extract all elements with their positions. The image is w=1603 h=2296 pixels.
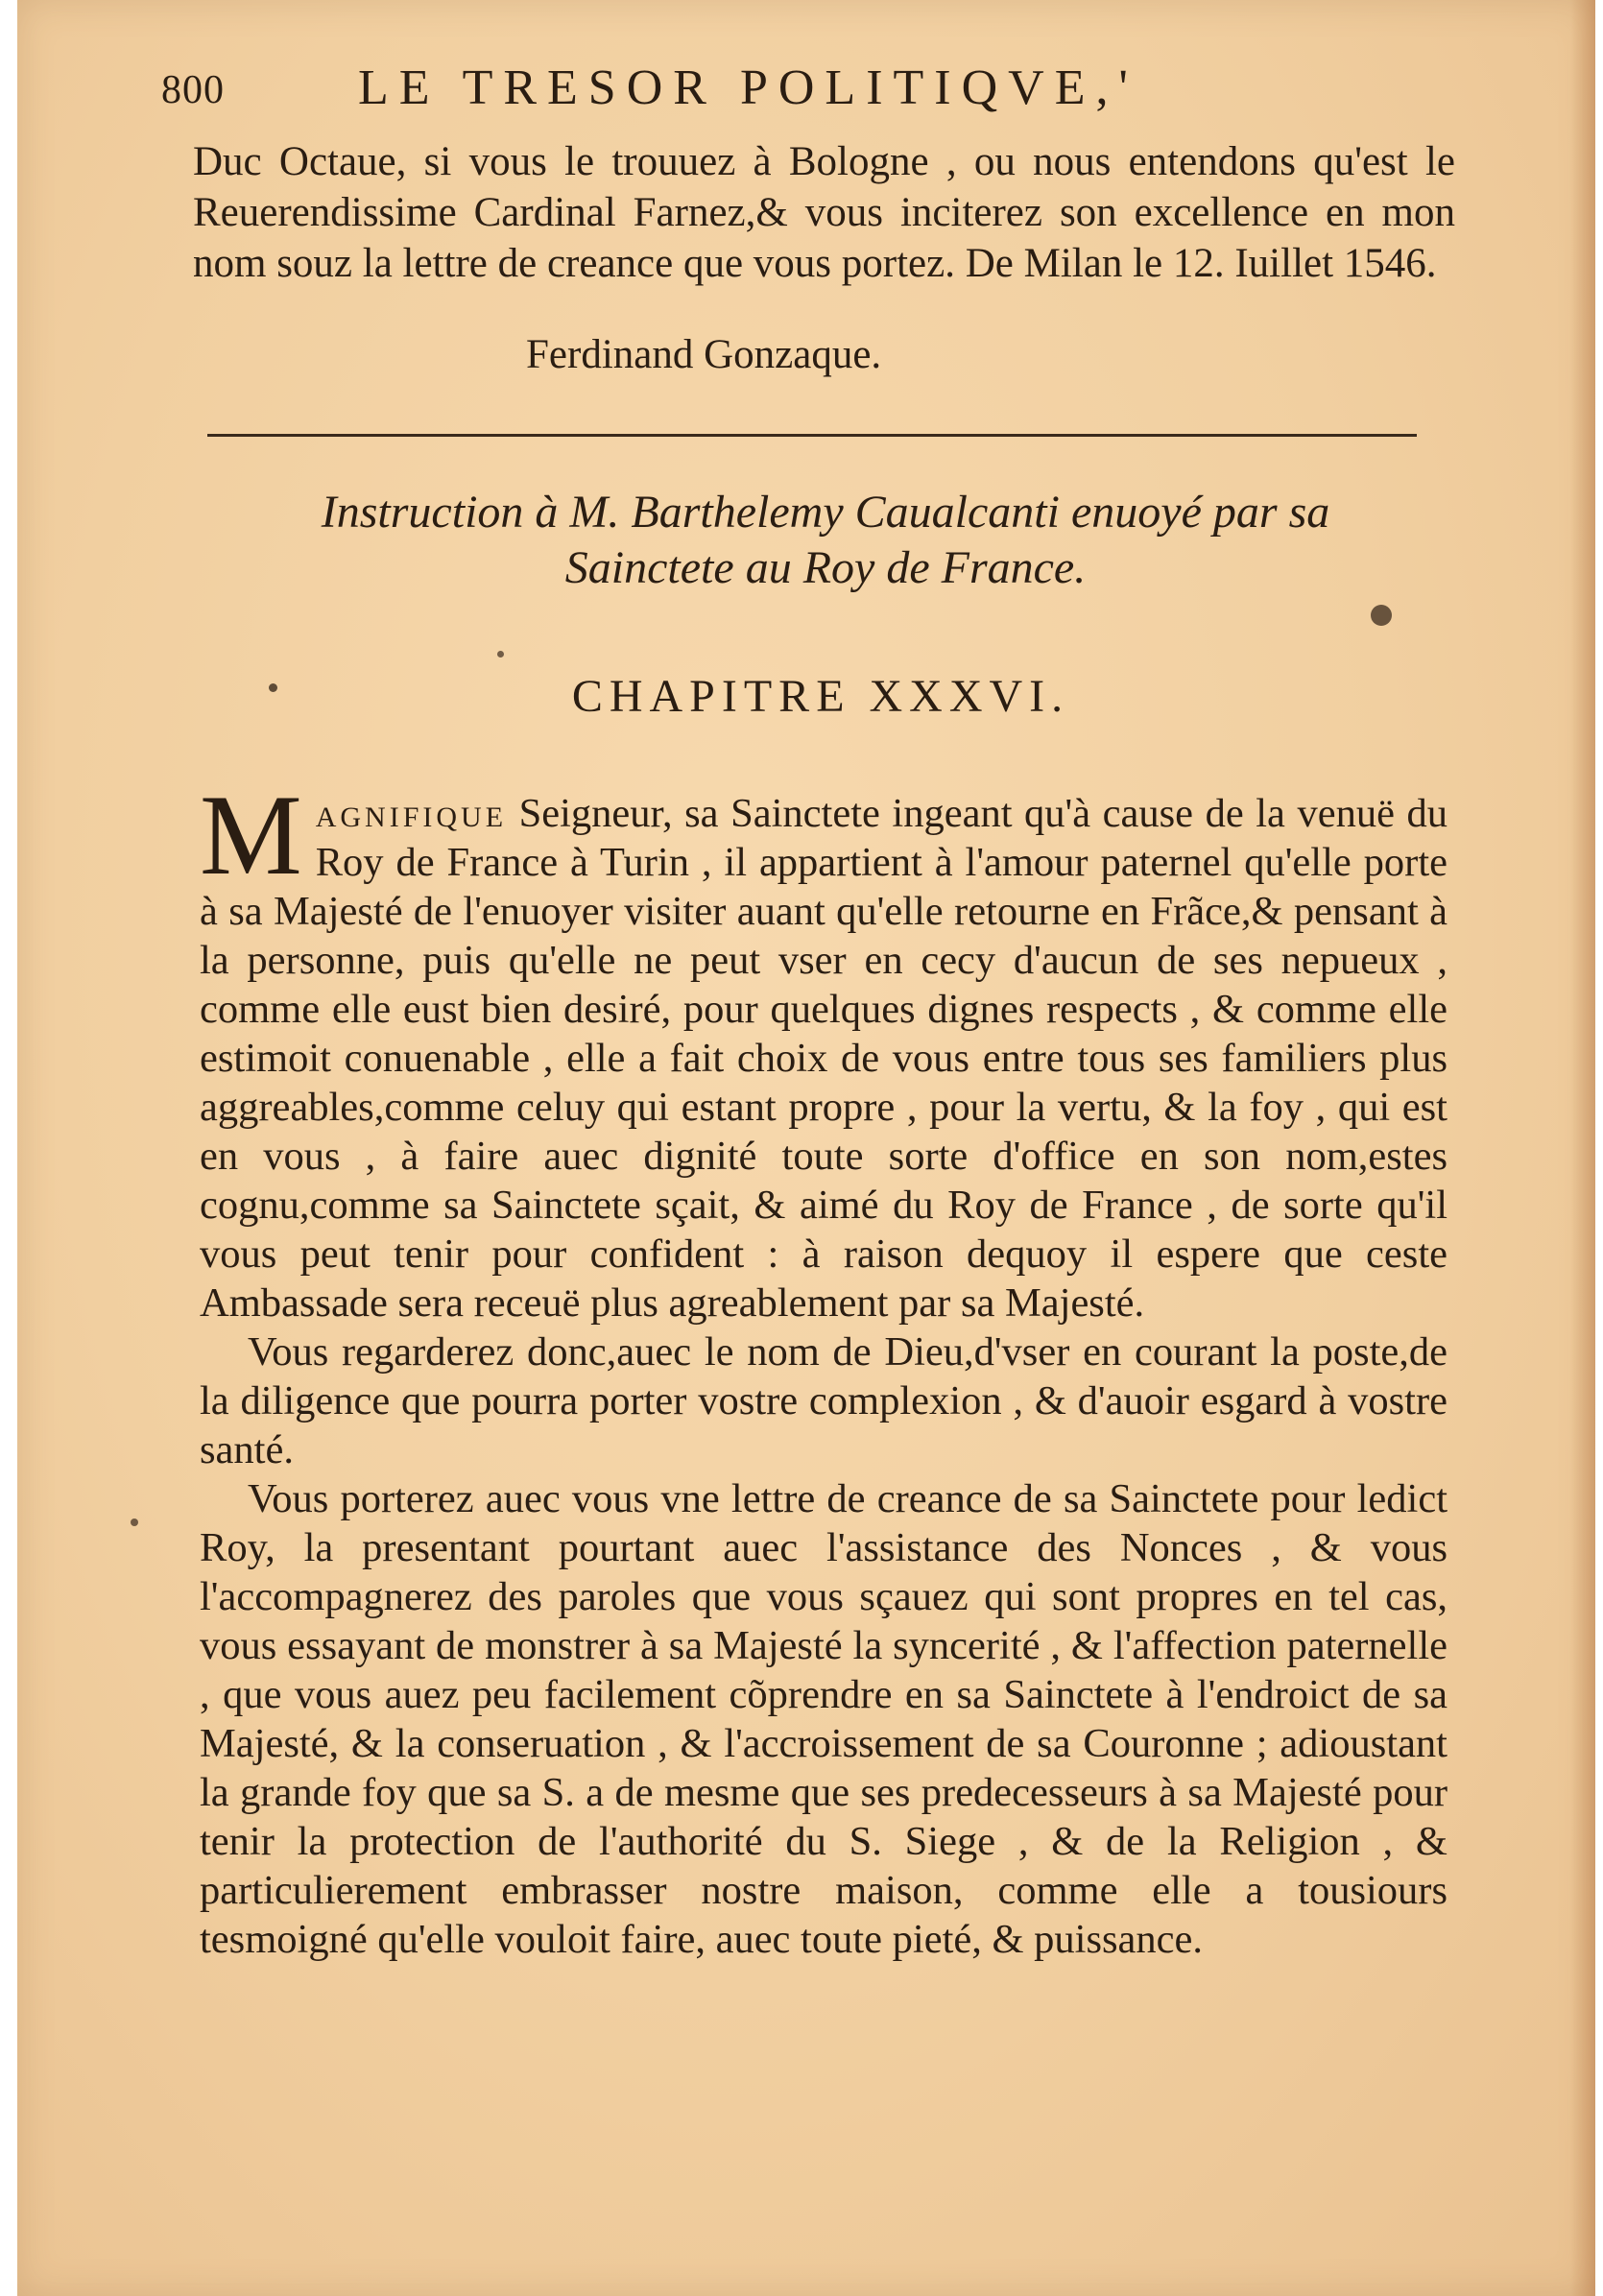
section-divider (207, 434, 1417, 437)
paragraph-1 (200, 771, 1447, 1327)
instruction-title (17, 485, 1595, 596)
page-edge-shadow (1570, 0, 1595, 2296)
running-title: LE TRESOR POLITIQVE,' (358, 60, 1138, 115)
opening-word: agnifique (315, 791, 508, 836)
letter-signature: Ferdinand Gonzaque. (526, 332, 882, 377)
chapter-body (200, 771, 1447, 1964)
paragraph-1-text: Seigneur, sa Sainctete ingeant qu'à cause de la venuë du Roy de France à Turin , il appartient à l'amour paternel qu'elle porte à sa Majesté de l'enuoyer visiter auant qu'elle retourne en Frãce,& pensant à la personne, puis qu'elle ne peut vser en cecy d'aucun de ses nepueux , comme elle eust bien desiré, pour quelques dignes respects , & comme elle estimoit conuenable , elle a fait choix de vous entre tous ses familiers plus aggreables,comme celuy qui estant propre , pour la vertu, & la foy , qui est en vous , à faire auec dignité toute sorte d'office en son nom,estes cognu,comme sa Sainctete sçait, & aimé du Roy de France , de sorte qu'il vous peut tenir pour confident : à raison dequoy il espere que ceste Ambassade sera receuë plus agreablement par sa Majesté. (200, 791, 1447, 1326)
previous-letter-ending: Duc Octaue, si vous le trouuez à Bologne , ou nous entendons qu'est le Reuerendissime Cardinal Farnez,& vous inciterez son excellence en mon nom souz la lettre de creance que vous portez. De Milan le 12. Iuillet 1546. (193, 139, 1455, 286)
ink-speck (131, 1519, 138, 1526)
ink-speck (269, 683, 277, 692)
page-number: 800 (161, 68, 225, 112)
instruction-title-line-2: Sainctete au Roy de France. (564, 542, 1087, 593)
instruction-title-line-1: Instruction à M. Barthelemy Caualcanti enuoyé par sa (321, 487, 1330, 538)
page-header (161, 60, 1390, 127)
drop-cap: M (200, 771, 302, 898)
ink-speck (497, 651, 504, 658)
chapter-heading: CHAPITRE XXXVI. (571, 671, 1070, 722)
book-page (17, 0, 1595, 2296)
paragraph-3: Vous porterez auec vous vne lettre de creance de sa Sainctete pour ledict Roy, la presentant pourtant auec l'assistance des Nonces , & vous l'accompagnerez des paroles que vous sçauez qui sont propres en tel cas, vous essayant de monstrer à sa Majesté la syncerité , & l'affection paternelle , que vous auez peu facilement cõprendre en sa Sainctete à l'endroict de sa Majesté, & la conseruation , & l'accroissement de sa Couronne ; adioustant la grande foy que sa S. a de mesme que ses predecesseurs à sa Majesté pour tenir la protection de l'authorité du S. Siege , & de la Religion , & particulierement embrasser nostre maison, comme elle a tousiours tesmoigné qu'elle vouloit faire, auec toute pieté, & puissance. (200, 1476, 1447, 1962)
paragraph-2: Vous regarderez donc,auec le nom de Dieu,d'vser en courant la poste,de la diligence que pourra porter vostre complexion , & d'auoir esgard à vostre santé. (200, 1329, 1447, 1472)
ink-speck (1371, 605, 1392, 626)
